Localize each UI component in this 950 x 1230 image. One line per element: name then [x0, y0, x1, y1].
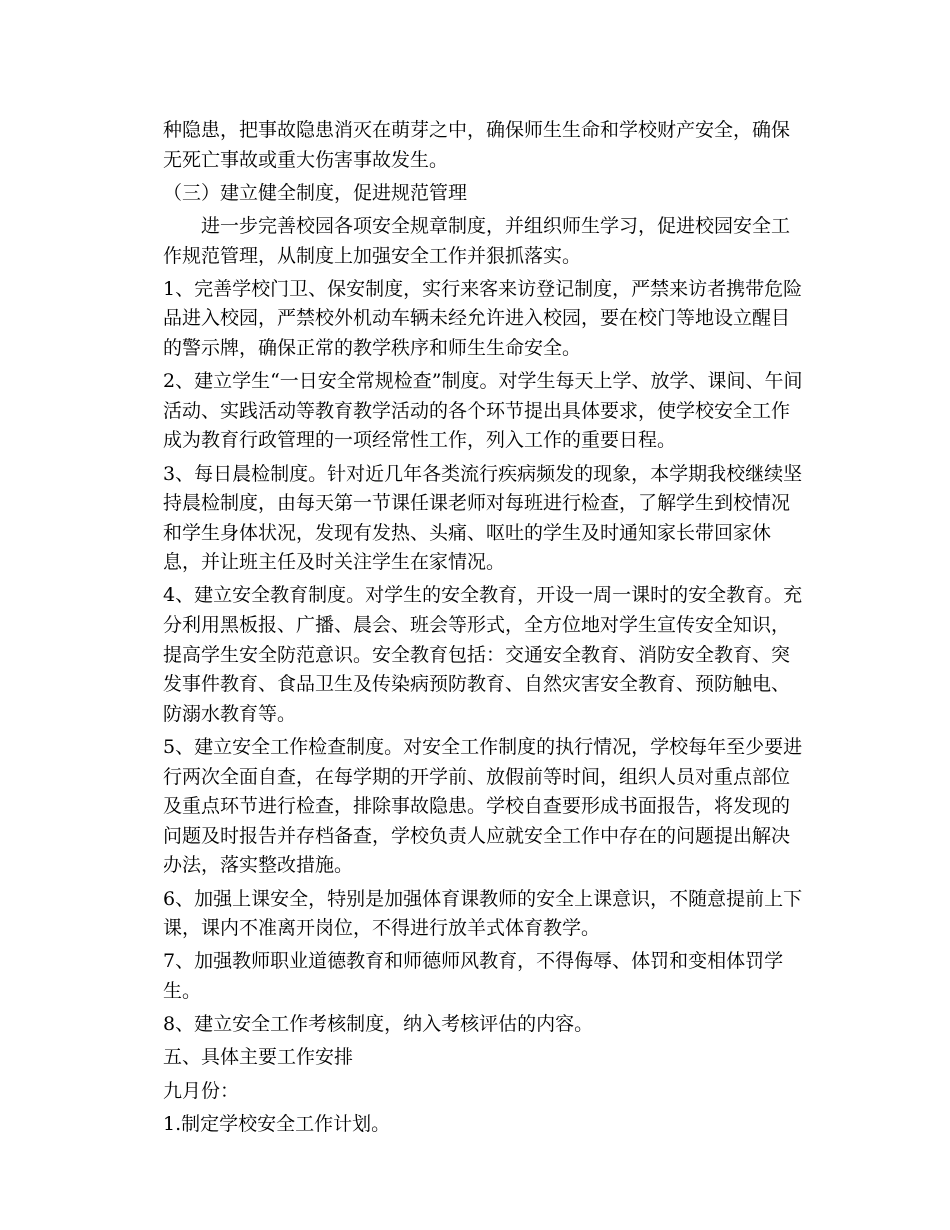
- list-item-2: 2、建立学生“一日安全常规检查”制度。对学生每天上学、放学、课间、午间活动、实践活动等教育教学活动的各个环节提出具体要求，使学校安全工作成为教育行政管理的一项经常性工作，列入工作的重要日程。: [163, 370, 803, 452]
- list-item-7: 7、加强教师职业道德教育和师德师风教育，不得侮辱、体罚和变相体罚学生。: [163, 950, 784, 1002]
- list-item-6: 6、加强上课安全，特别是加强体育课教师的安全上课意识，不随意提前上下课，课内不准离开岗位，不得进行放羊式体育教学。: [163, 887, 803, 940]
- section-heading-5: 五、具体主要工作安排: [163, 1046, 354, 1069]
- list-item-4: 4、建立安全教育制度。对学生的安全教育，开设一周一课时的安全教育。充分利用黑板报、广播、晨会、班会等形式，全方位地对学生宣传安全知识，提高学生安全防范意识。安全教育包括：交通安全教育、消防安全教育、突发事件教育、食品卫生及传染病预防教育、自然灾害安全教育、预防触电、防溺水教育等。: [163, 584, 803, 725]
- section-heading-3: （三）建立健全制度，促进规范管理: [163, 181, 468, 204]
- task-item-1: 1.制定学校安全工作计划。: [163, 1112, 391, 1135]
- list-item-8: 8、建立安全工作考核制度，纳入考核评估的内容。: [163, 1013, 594, 1036]
- paragraph-intro-continued: 种隐患，把事故隐患消灭在萌芽之中，确保师生生命和学校财产安全，确保无死亡事故或重大伤害事故发生。: [163, 119, 791, 171]
- list-item-3: 3、每日晨检制度。针对近几年各类流行疾病频发的现象，本学期我校继续坚持晨检制度，由每天第一节课任课老师对每班进行检查，了解学生到校情况和学生身体状况，发现有发热、头痛、呕吐的学生及时通知家长带回家休息，并让班主任及时关注学生在家情况。: [163, 462, 803, 574]
- paragraph-section-3-intro: 进一步完善校园各项安全规章制度，并组织师生学习，促进校园安全工作规范管理，从制度上加强安全工作并狠抓落实。: [163, 214, 791, 267]
- list-item-5: 5、建立安全工作检查制度。对安全工作制度的执行情况，学校每年至少要进行两次全面自查，在每学期的开学前、放假前等时间，组织人员对重点部位及重点环节进行检查，排除事故隐患。学校自查要形成书面报告，将发现的问题及时报告并存档备查，学校负责人应就安全工作中存在的问题提出解决办法，落实整改措施。: [163, 736, 803, 877]
- document-body: [163, 116, 803, 1139]
- list-item-1: 1、完善学校门卫、保安制度，实行来客来访登记制度，严禁来访者携带危险品进入校园，严禁校外机动车辆未经允许进入校园，要在校门等地设立醒目的警示牌，确保正常的教学秩序和师生生命安全。: [163, 277, 803, 359]
- month-heading: 九月份：: [163, 1079, 240, 1102]
